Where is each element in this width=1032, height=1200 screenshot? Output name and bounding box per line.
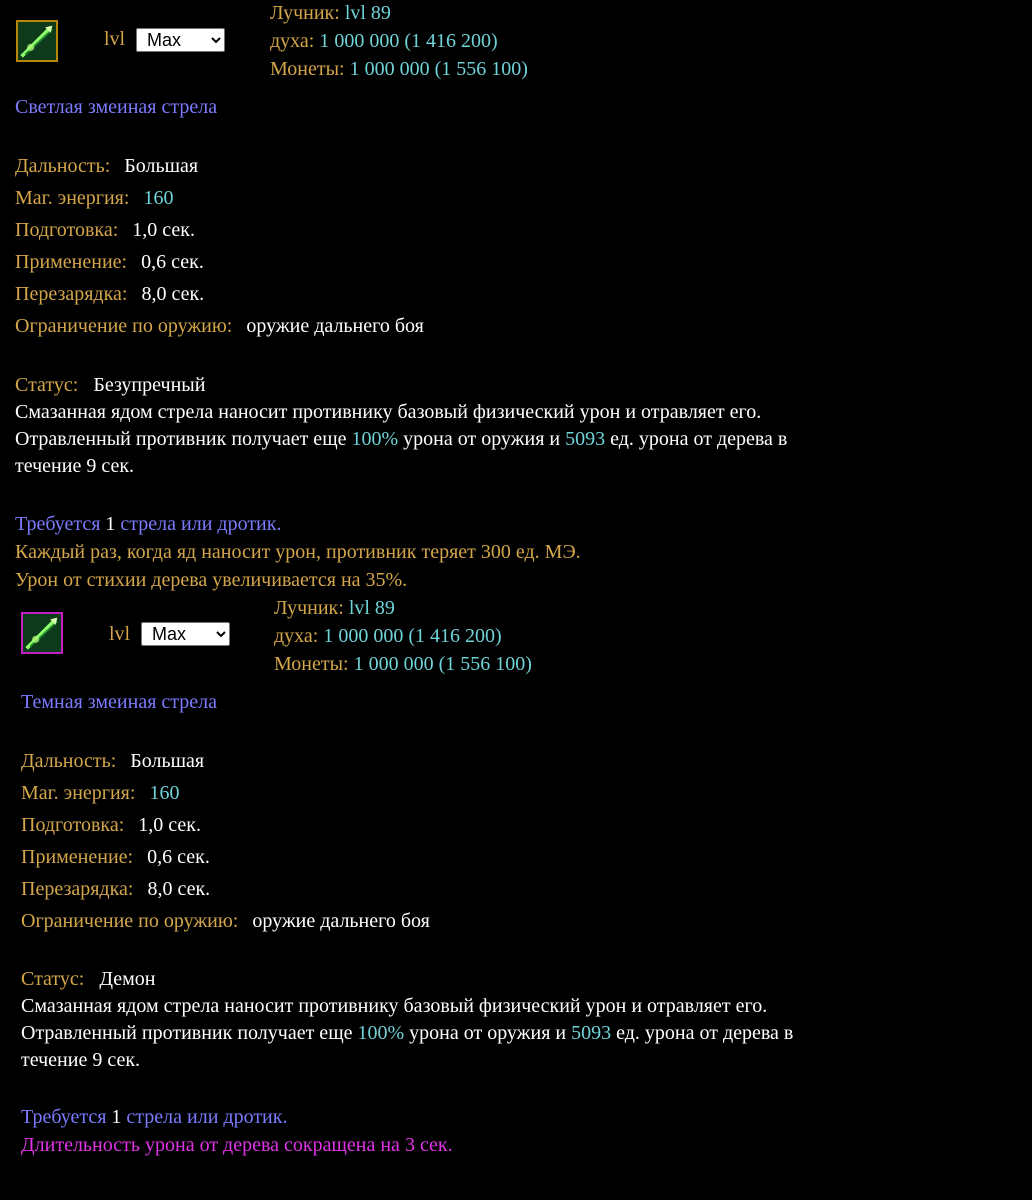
- cooldown-label: Перезарядка:: [15, 283, 128, 305]
- cast-value: 0,6 сек.: [147, 846, 210, 868]
- mana-label: Маг. энергия:: [21, 782, 136, 804]
- spirit-label: духа:: [274, 625, 319, 647]
- desc-line-2: Отравленный противник получает еще 100% урона от оружия и 5093 ед. урона от дерева в: [15, 428, 788, 450]
- status-value: Безупречный: [93, 374, 206, 396]
- prepare-value: 1,0 сек.: [132, 219, 195, 241]
- class-label: Лучник:: [274, 597, 344, 619]
- desc-line-3: течение 9 сек.: [21, 1049, 141, 1071]
- coins-label: Монеты:: [274, 653, 349, 675]
- range-label: Дальность:: [15, 155, 111, 177]
- range-label: Дальность:: [21, 750, 117, 772]
- level-select[interactable]: [141, 622, 230, 646]
- cast-label: Применение:: [21, 846, 134, 868]
- requires-count: 1: [111, 1106, 122, 1128]
- level-label: lvl: [109, 623, 131, 645]
- skill-description: [15, 372, 1015, 480]
- prepare-label: Подготовка:: [15, 219, 119, 241]
- desc-line-3: течение 9 сек.: [15, 455, 135, 477]
- weapon-damage-percent: 100%: [357, 1022, 405, 1044]
- prepare-value: 1,0 сек.: [138, 814, 201, 836]
- spirit-label: духа:: [270, 30, 315, 52]
- skill-name: Темная змеиная стрела: [21, 691, 217, 713]
- class-level: lvl 89: [348, 597, 395, 619]
- class-label: Лучник:: [270, 2, 340, 24]
- prepare-label: Подготовка:: [21, 814, 125, 836]
- requires-item: стрела или дротик.: [115, 513, 282, 535]
- green-arrow-skill-icon[interactable]: [16, 20, 58, 62]
- weapon-restriction-value: оружие дальнего боя: [252, 910, 430, 932]
- weapon-restriction-label: Ограничение по оружию:: [15, 315, 233, 337]
- requires-label: Требуется: [21, 1106, 112, 1128]
- requires-label: Требуется: [15, 513, 106, 535]
- green-arrow-skill-icon[interactable]: [21, 612, 63, 654]
- dark-penalty-seconds: 3: [404, 1134, 415, 1156]
- class-level: lvl 89: [344, 2, 391, 24]
- skill-name: Светлая змеиная стрела: [15, 96, 218, 118]
- status-label: Статус:: [21, 968, 85, 990]
- player-stats: [270, 0, 528, 83]
- weapon-damage-percent: 100%: [351, 428, 399, 450]
- weapon-restriction-label: Ограничение по оружию:: [21, 910, 239, 932]
- cast-value: 0,6 сек.: [141, 251, 204, 273]
- spirit-value: 1 000 000 (1 416 200): [323, 625, 502, 647]
- range-value: Большая: [124, 155, 199, 177]
- coins-label: Монеты:: [270, 58, 345, 80]
- dark-penalty: Длительность урона от дерева сокращена на 3 сек.: [21, 1134, 453, 1156]
- wood-damage-value: 5093: [571, 1022, 612, 1044]
- light-bonus-2: Урон от стихии дерева увеличивается на 35%.: [15, 569, 408, 591]
- light-bonus-1: Каждый раз, когда яд наносит урон, противник теряет 300 ед. МЭ.: [15, 541, 581, 563]
- range-value: Большая: [130, 750, 205, 772]
- coins-value: 1 000 000 (1 556 100): [349, 58, 528, 80]
- cooldown-label: Перезарядка:: [21, 878, 134, 900]
- player-stats: [274, 594, 532, 678]
- desc-line-2: Отравленный противник получает еще 100% урона от оружия и 5093 ед. урона от дерева в: [21, 1022, 794, 1044]
- coins-value: 1 000 000 (1 556 100): [353, 653, 532, 675]
- desc-line-1: Смазанная ядом стрела наносит противнику базовый физический урон и отравляет его.: [15, 401, 762, 423]
- requires-count: 1: [105, 513, 116, 535]
- cast-label: Применение:: [15, 251, 128, 273]
- skill-requirements: [21, 1103, 1021, 1159]
- skill-description: [21, 966, 1021, 1074]
- status-value: Демон: [99, 968, 156, 990]
- level-select[interactable]: [136, 28, 225, 52]
- weapon-restriction-value: оружие дальнего боя: [246, 315, 424, 337]
- requires-item: стрела или дротик.: [121, 1106, 288, 1128]
- mana-label: Маг. энергия:: [15, 187, 130, 209]
- cooldown-value: 8,0 сек.: [141, 283, 205, 305]
- cooldown-value: 8,0 сек.: [147, 878, 211, 900]
- skill-properties: [21, 745, 430, 937]
- skill-requirements: [15, 510, 1015, 594]
- mana-value: 160: [143, 187, 174, 209]
- status-label: Статус:: [15, 374, 79, 396]
- wood-damage-value: 5093: [565, 428, 606, 450]
- mana-value: 160: [149, 782, 180, 804]
- desc-line-1: Смазанная ядом стрела наносит противнику базовый физический урон и отравляет его.: [21, 995, 768, 1017]
- skill-properties: [15, 150, 424, 342]
- level-label: lvl: [104, 28, 126, 50]
- spirit-value: 1 000 000 (1 416 200): [319, 30, 498, 52]
